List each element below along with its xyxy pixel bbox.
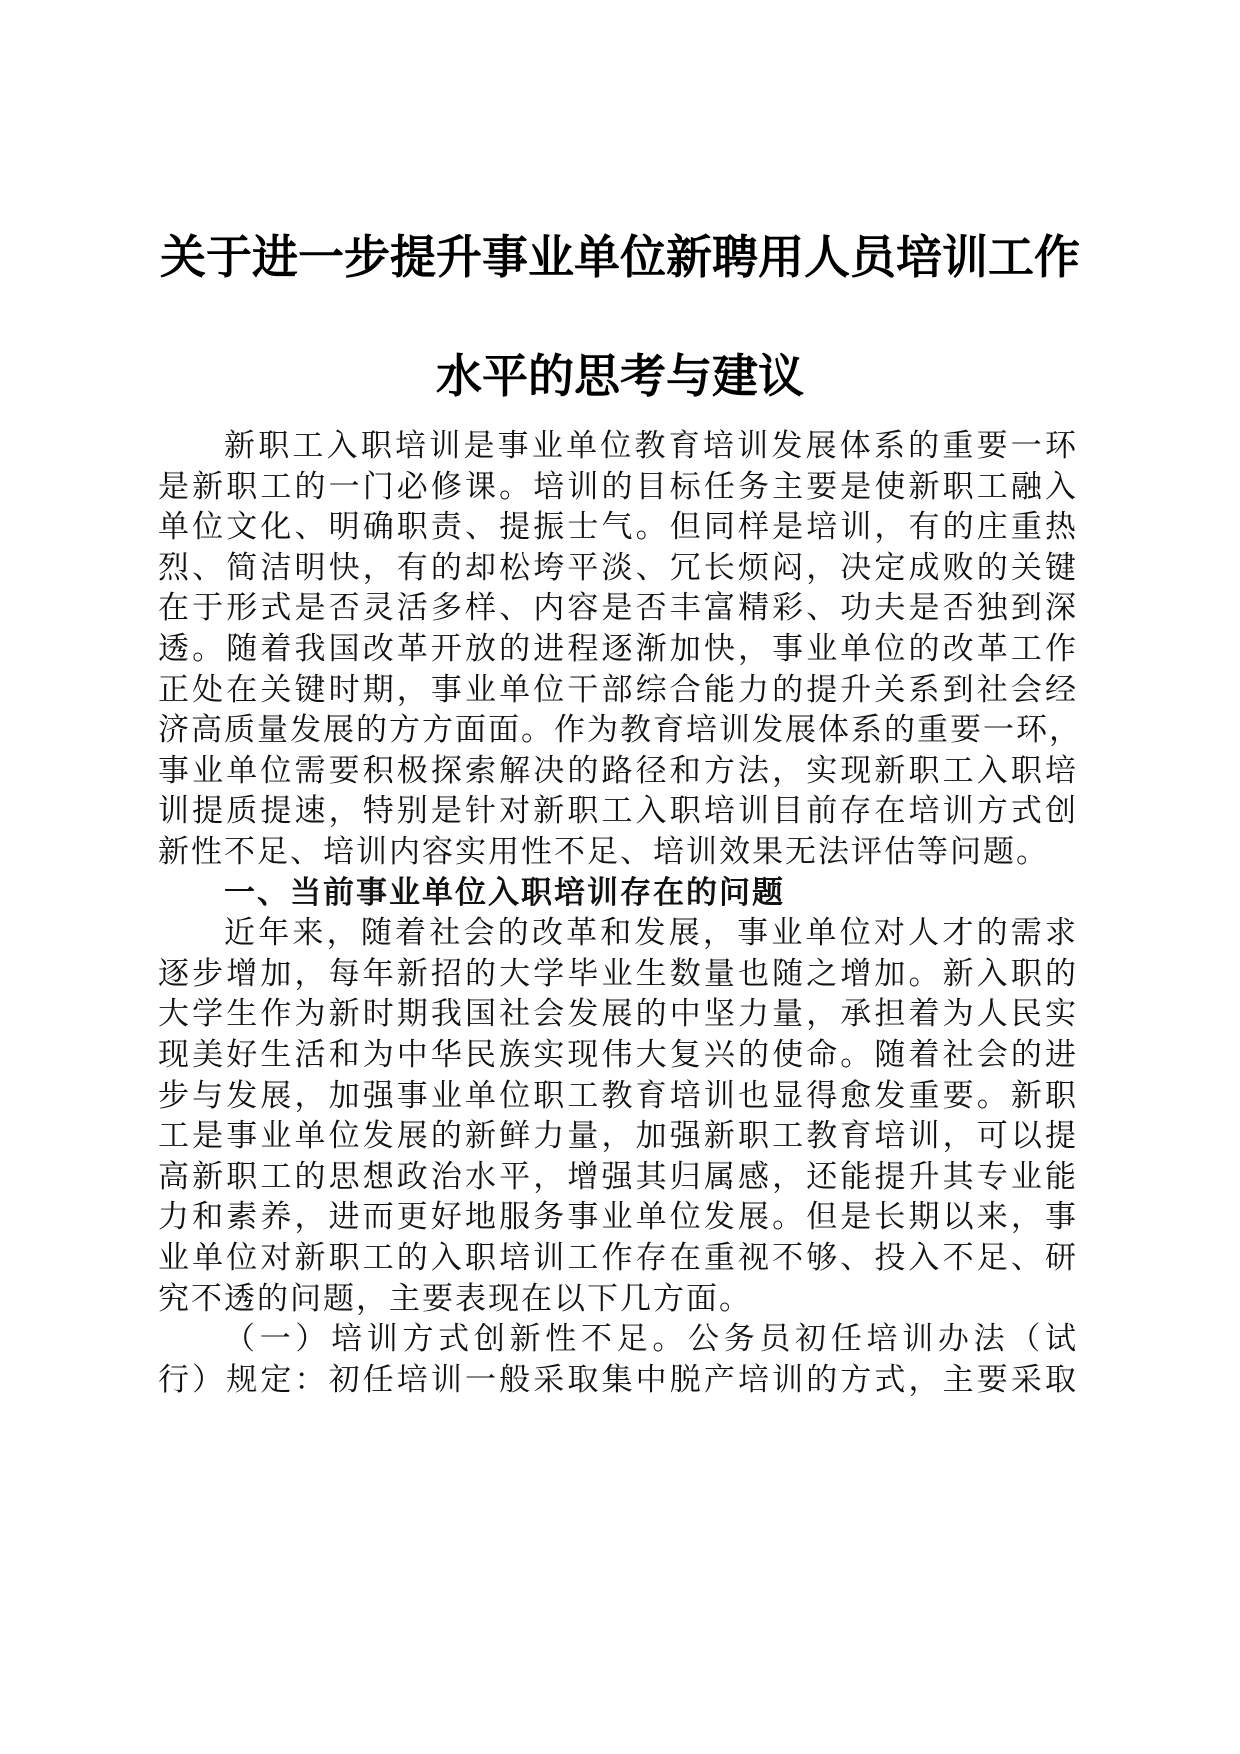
document-body [158, 426, 1082, 1401]
paragraph-line: 步与发展，加强事业单位职工教育培训也显得愈发重要。新职 [158, 1078, 1078, 1114]
paragraph-line: 究不透的问题，主要表现在以下几方面。 [158, 1281, 752, 1317]
paragraph-line: 单位文化、明确职责、提振士气。但同样是培训，有的庄重热 [158, 509, 1078, 545]
paragraph-line: 逐步增加，每年新招的大学毕业生数量也随之增加。新入职的 [158, 956, 1078, 992]
paragraph-line: 力和素养，进而更好地服务事业单位发展。但是长期以来，事 [158, 1199, 1078, 1235]
paragraph-line: 正处在关键时期，事业单位干部综合能力的提升关系到社会经 [158, 672, 1078, 708]
paragraph-line: 工是事业单位发展的新鲜力量，加强新职工教育培训，可以提 [158, 1118, 1078, 1154]
section-heading: 一、当前事业单位入职培训存在的问题 [224, 875, 785, 911]
paragraph-line: 是新职工的一门必修课。培训的目标任务主要是使新职工融入 [158, 469, 1078, 505]
paragraph-line: 业单位对新职工的入职培训工作存在重视不够、投入不足、研 [158, 1240, 1078, 1276]
document-title-line-2: 水平的思考与建议 [436, 349, 804, 403]
paragraph-line: 训提质提速，特别是针对新职工入职培训目前存在培训方式创 [158, 793, 1078, 829]
paragraph-line: 新性不足、培训内容实用性不足、培训效果无法评估等问题。 [158, 834, 1049, 870]
paragraph-line: 烈、简洁明快，有的却松垮平淡、冗长烦闷，决定成败的关键 [158, 550, 1078, 586]
paragraph-line: 新职工入职培训是事业单位教育培训发展体系的重要一环 [224, 428, 1078, 464]
paragraph-line: 现美好生活和为中华民族实现伟大复兴的使命。随着社会的进 [158, 1037, 1078, 1073]
paragraph-line: 事业单位需要积极探索解决的路径和方法，实现新职工入职培 [158, 753, 1078, 789]
paragraph-line: 近年来，随着社会的改革和发展，事业单位对人才的需求 [224, 915, 1078, 951]
paragraph-line: （一）培训方式创新性不足。公务员初任培训办法（试 [224, 1321, 1078, 1357]
paragraph-line: 高新职工的思想政治水平，增强其归属感，还能提升其专业能 [158, 1159, 1078, 1195]
paragraph-line: 在于形式是否灵活多样、内容是否丰富精彩、功夫是否独到深 [158, 590, 1078, 626]
paragraph-line: 透。随着我国改革开放的进程逐渐加快，事业单位的改革工作 [158, 631, 1078, 667]
paragraph-line: 济高质量发展的方方面面。作为教育培训发展体系的重要一环， [158, 712, 1082, 748]
paragraph-line: 大学生作为新时期我国社会发展的中坚力量，承担着为人民实 [158, 996, 1078, 1032]
document-title-line-1: 关于进一步提升事业单位新聘用人员培训工作 [160, 230, 1080, 284]
paragraph-line: 行）规定：初任培训一般采取集中脱产培训的方式，主要采取 [158, 1362, 1078, 1398]
